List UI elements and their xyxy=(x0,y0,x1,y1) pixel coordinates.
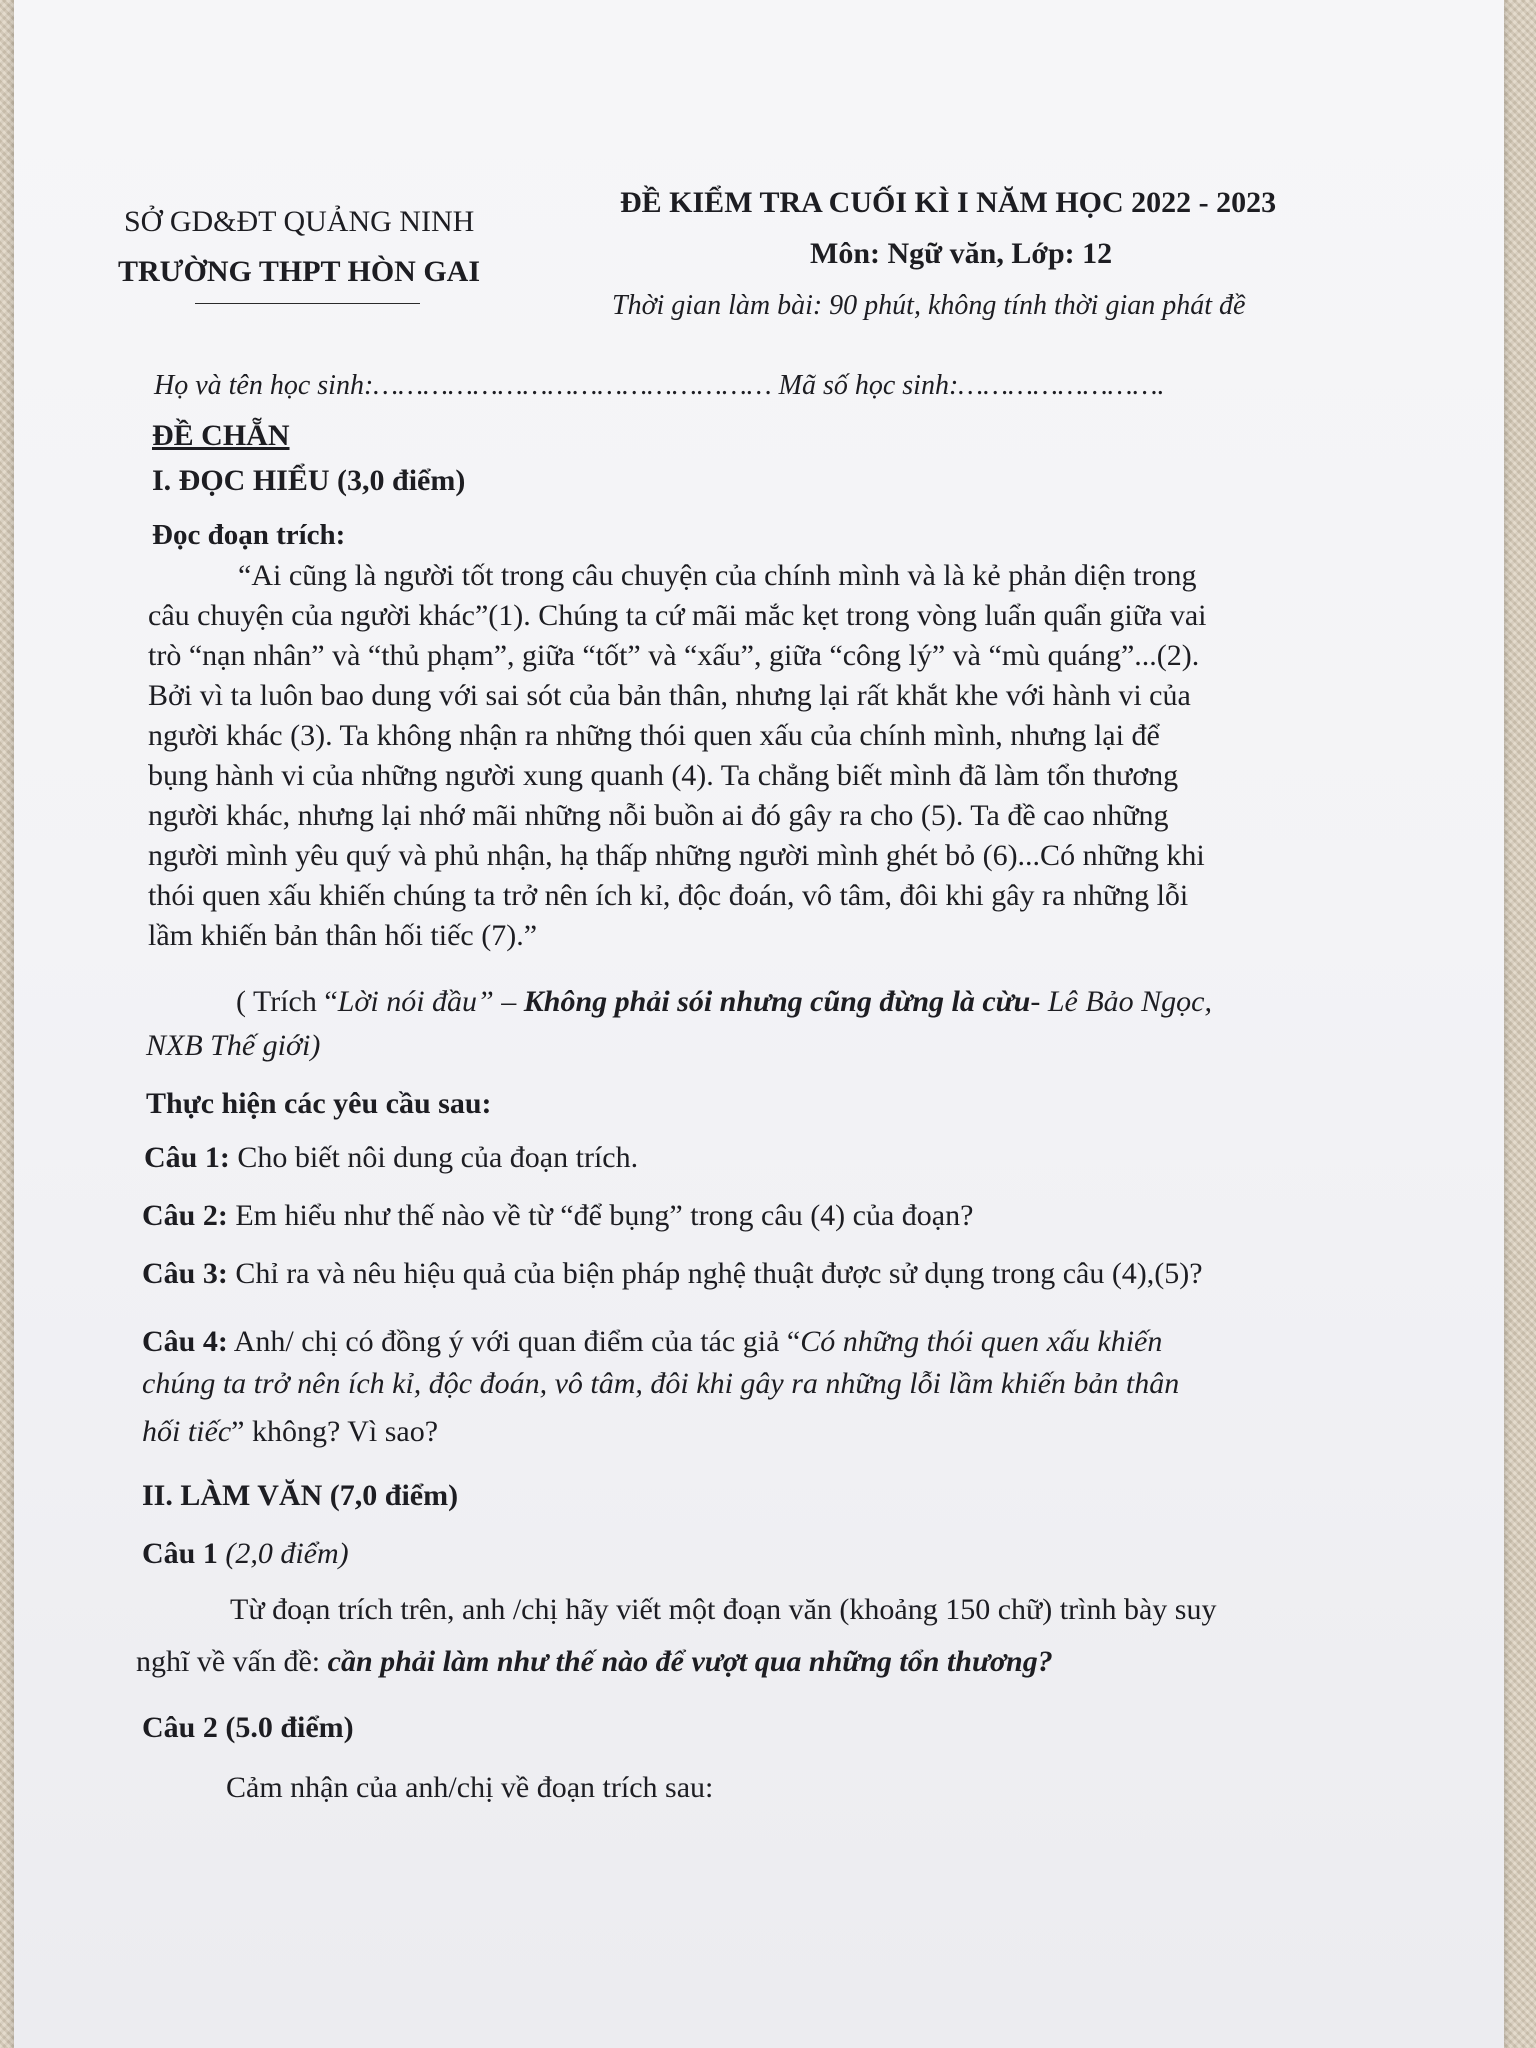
citation-book: Không phải sói nhưng cũng đừng là cừu xyxy=(523,985,1031,1018)
exam-title: ĐỀ KIỂM TRA CUỐI KÌ I NĂM HỌC 2022 - 2023 xyxy=(620,186,1277,219)
passage-line: bụng hành vi của những người xung quanh (4). Ta chẳng biết mình đã làm tổn thương xyxy=(148,759,1179,792)
question-3 xyxy=(142,1254,1203,1294)
citation-publisher: NXB Thế giới) xyxy=(146,1029,321,1062)
essay-2-prompt: Cảm nhận của anh/chị về đoạn trích sau: xyxy=(226,1771,714,1804)
question-4-text-end: ” không? Vì sao? xyxy=(231,1415,439,1448)
passage-line: thói quen xấu khiến chúng ta trở nên ích kỉ, độc đoán, vô tâm, đôi khi gây ra những lỗi xyxy=(148,879,1189,912)
question-2 xyxy=(142,1196,973,1236)
question-4-line-3 xyxy=(142,1412,438,1452)
question-4-label: Câu 4: xyxy=(142,1325,228,1358)
question-1-label: Câu 1: xyxy=(144,1141,230,1174)
essay-1-heading xyxy=(142,1534,349,1574)
subject-line: Môn: Ngữ văn, Lớp: 12 xyxy=(810,237,1113,270)
student-name-blank[interactable]: ………………………………………… xyxy=(373,370,772,401)
question-1-text: Cho biết nôi dung của đoạn trích. xyxy=(229,1141,639,1174)
essay-1-label: Câu 1 xyxy=(142,1537,218,1570)
question-2-text: Em hiểu như thế nào về từ “để bụng” trong câu (4) của đoạn? xyxy=(227,1199,974,1232)
citation xyxy=(236,982,1212,1022)
question-3-label: Câu 3: xyxy=(142,1257,228,1290)
essay-1-prompt-topic: cần phải làm như thế nào để vượt qua những tổn thương? xyxy=(327,1645,1053,1678)
student-info-line xyxy=(154,366,1164,406)
passage-line: trò “nạn nhân” và “thủ phạm”, giữa “tốt” và “xấu”, giữa “công lý” và “mù quáng”...(2). xyxy=(148,639,1200,672)
exam-code: ĐỀ CHẴN xyxy=(152,419,290,452)
student-name-label: Họ và tên học sinh: xyxy=(154,370,374,401)
essay-1-points: (2,0 điểm) xyxy=(225,1537,349,1570)
essay-1-prompt-intro: nghĩ về vấn đề: xyxy=(136,1645,328,1678)
citation-author: - Lê Bảo Ngọc, xyxy=(1030,985,1212,1018)
section-1-title: I. ĐỌC HIỂU (3,0 điểm) xyxy=(152,464,466,497)
school-name: TRƯỜNG THPT HÒN GAI xyxy=(118,255,480,288)
passage-line: người khác, nhưng lại nhớ mãi những nỗi buồn ai đó gây ra cho (5). Ta đề cao những xyxy=(148,799,1169,832)
question-4-quote: Có những thói quen xấu khiến xyxy=(800,1325,1163,1358)
passage-line: lầm khiến bản thân hối tiếc (7).” xyxy=(148,919,538,952)
question-3-text: Chỉ ra và nêu hiệu quả của biện pháp nghệ thuật được sử dụng trong câu (4),(5)? xyxy=(227,1257,1203,1290)
question-4 xyxy=(142,1322,1162,1362)
section-2-title: II. LÀM VĂN (7,0 điểm) xyxy=(142,1479,459,1512)
student-id-label: Mã số học sinh: xyxy=(778,370,959,401)
header-divider xyxy=(195,303,420,304)
essay-1-prompt-line-2 xyxy=(136,1642,1053,1682)
passage-line: Bởi vì ta luôn bao dung với sai sót của bản thân, nhưng lại rất khắt khe với hành vi của xyxy=(148,679,1191,712)
time-note: Thời gian làm bài: 90 phút, không tính thời gian phát đề xyxy=(612,290,1246,321)
passage-line: câu chuyện của người khác”(1). Chúng ta cứ mãi mắc kẹt trong vòng luẩn quẩn giữa vai xyxy=(148,599,1207,632)
question-1 xyxy=(144,1138,638,1178)
question-4-text: Anh/ chị có đồng ý với quan điểm của tác giả “ xyxy=(227,1325,801,1358)
question-4-quote-line-2: chúng ta trở nên ích kỉ, độc đoán, vô tâm, đôi khi gây ra những lỗi lầm khiến bản thân xyxy=(142,1367,1180,1400)
citation-open: ( Trích “ xyxy=(236,985,338,1018)
question-4-quote-end: hối tiếc xyxy=(142,1415,232,1448)
read-label: Đọc đoạn trích: xyxy=(152,519,346,551)
department-name: SỞ GD&ĐT QUẢNG NINH xyxy=(124,205,475,238)
essay-2-label: Câu 2 (5.0 điểm) xyxy=(142,1711,354,1744)
citation-preface: Lời nói đầu xyxy=(337,985,478,1018)
student-id-blank[interactable]: ……………………. xyxy=(958,370,1165,401)
passage-line: người khác (3). Ta không nhận ra những thói quen xấu của chính mình, nhưng lại để xyxy=(148,719,1160,752)
citation-dash: ” – xyxy=(477,985,524,1018)
question-2-label: Câu 2: xyxy=(142,1199,228,1232)
passage-line: người mình yêu quý và phủ nhận, hạ thấp những người mình ghét bỏ (6)...Có những khi xyxy=(148,839,1205,872)
essay-1-prompt-line-1: Từ đoạn trích trên, anh /chị hãy viết một đoạn văn (khoảng 150 chữ) trình bày suy xyxy=(230,1593,1217,1626)
passage-line: “Ai cũng là người tốt trong câu chuyện của chính mình và là kẻ phản diện trong xyxy=(238,559,1197,592)
instructions: Thực hiện các yêu cầu sau: xyxy=(146,1087,492,1120)
